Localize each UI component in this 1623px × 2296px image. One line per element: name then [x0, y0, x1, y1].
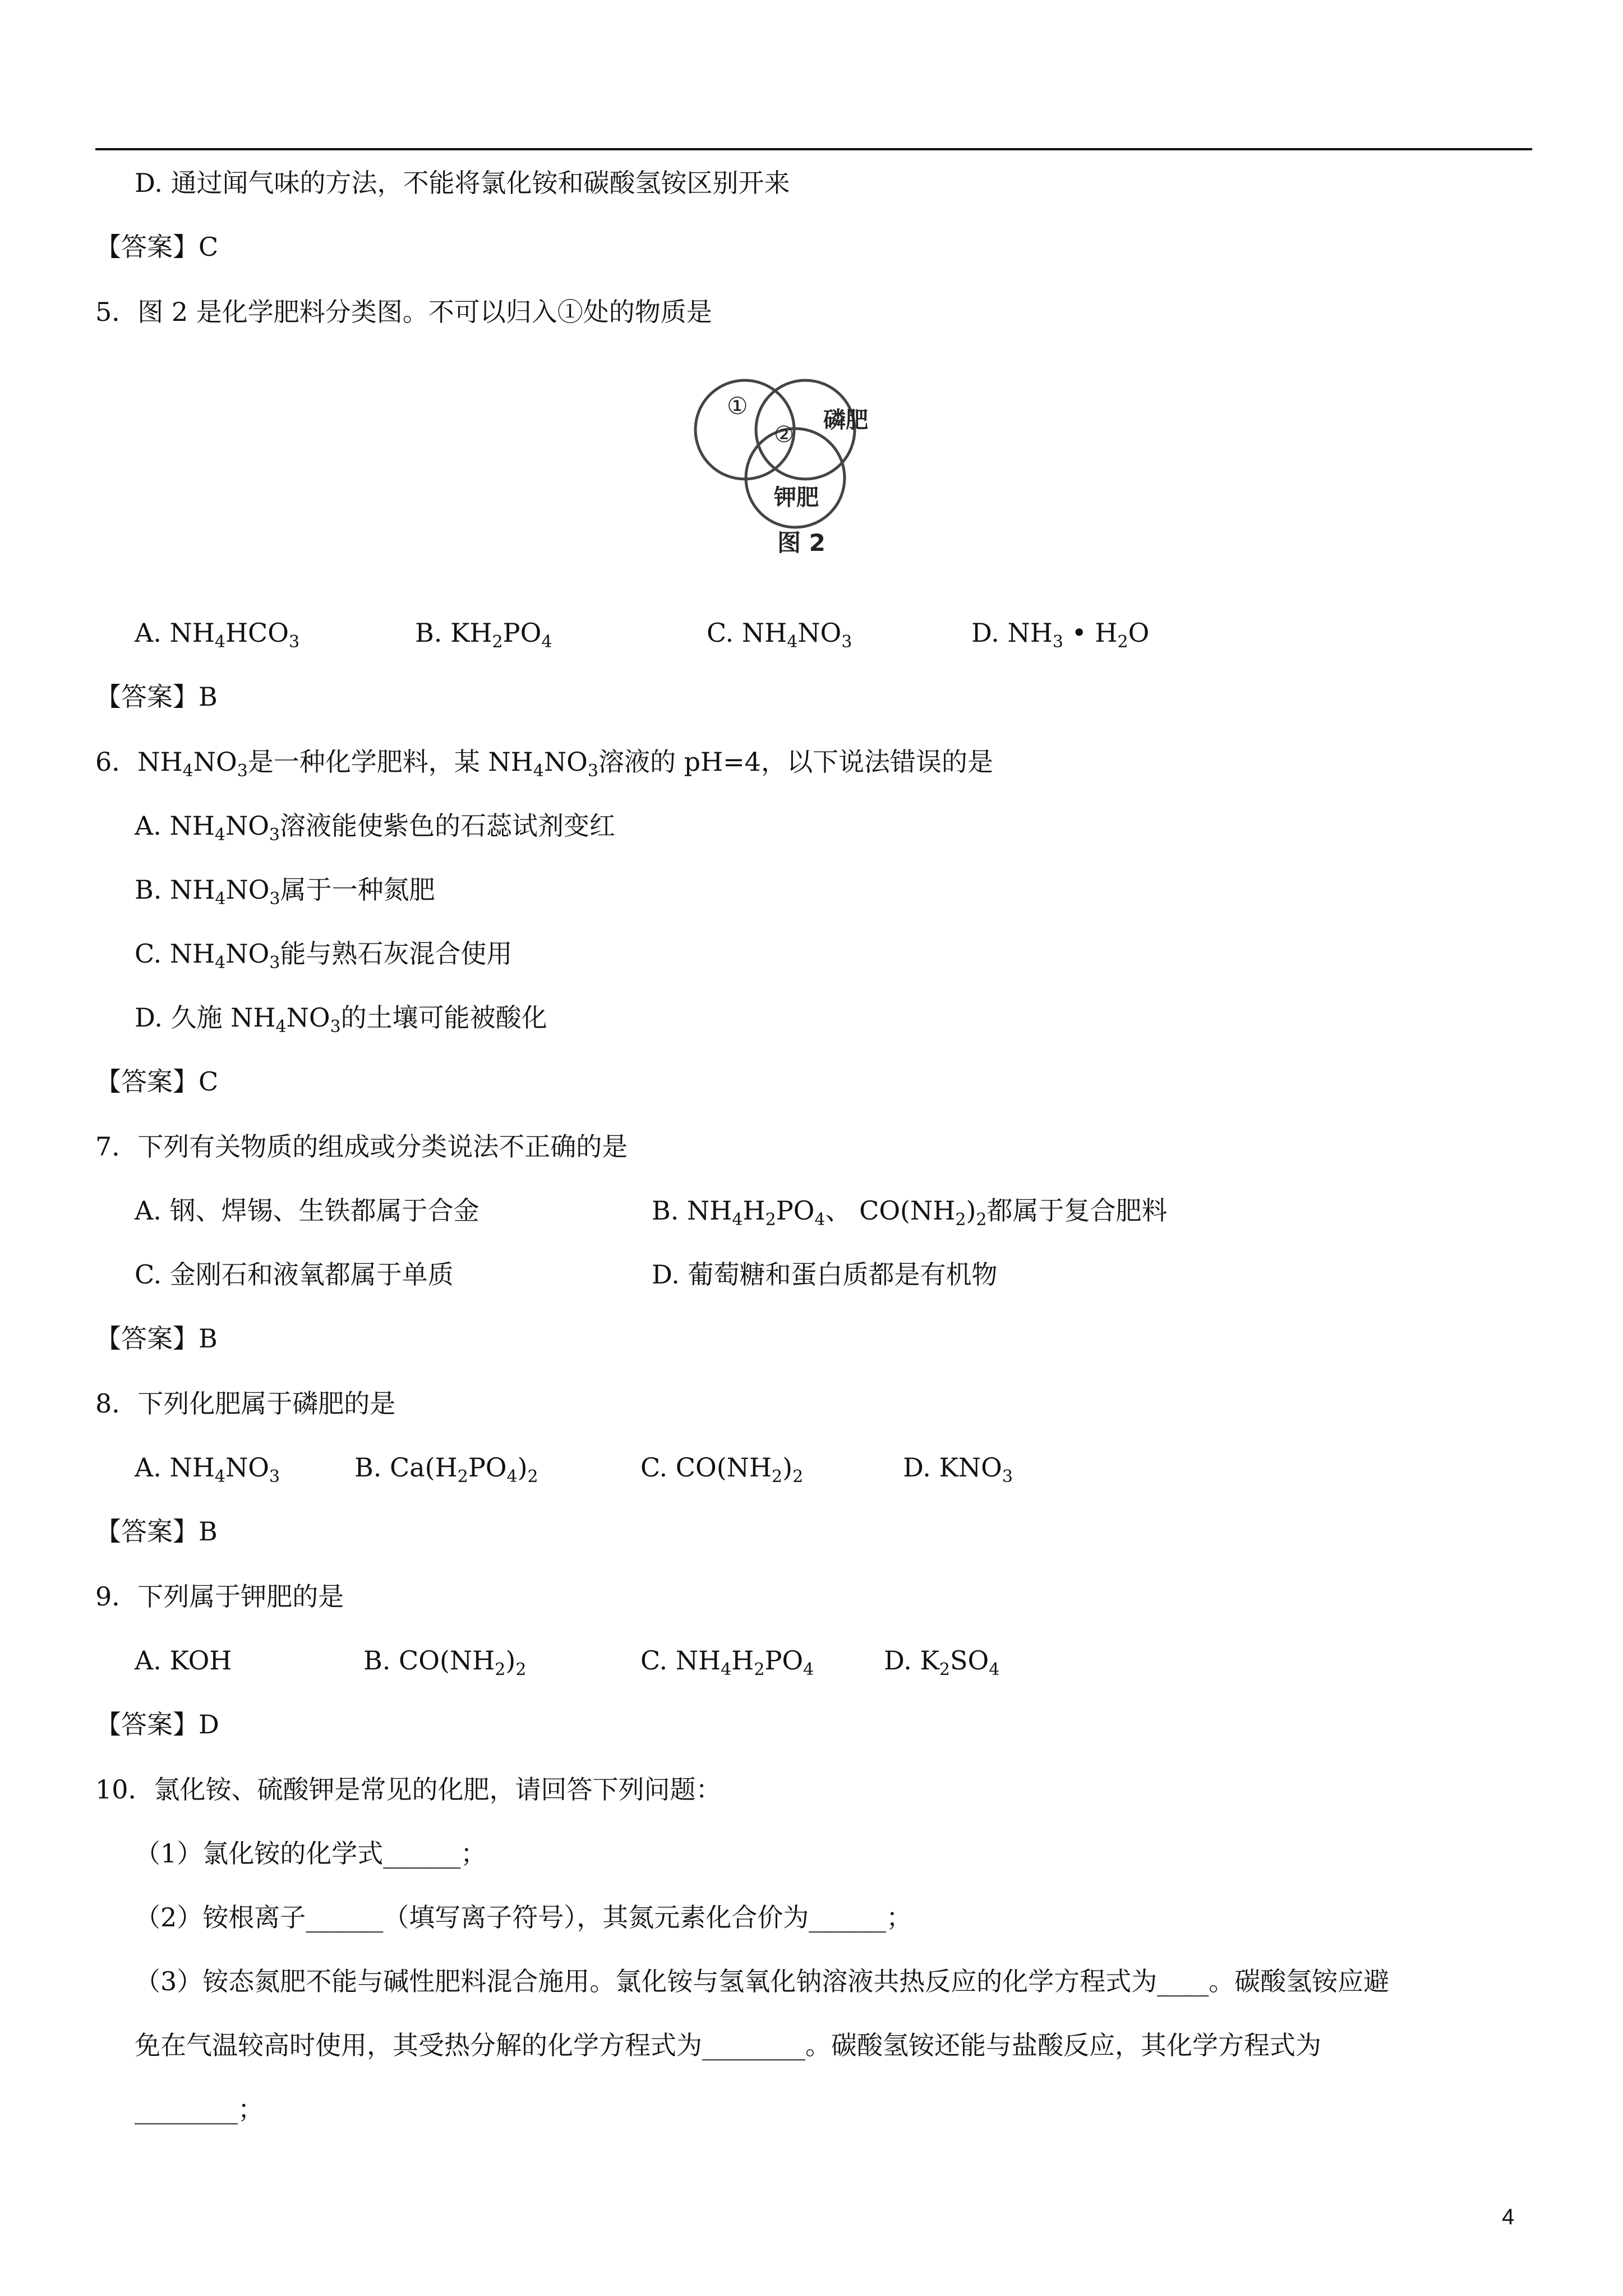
q9-option-c: C. $NH_4H_2PO_4$	[640, 1645, 814, 1680]
q6-option-b: B. $NH_4NO_3$属于一种氮肥	[135, 875, 435, 909]
venn-label-1: ①	[727, 392, 748, 420]
q6-answer: 【答案】C	[95, 1066, 219, 1097]
q5-option-a: A. $NH_4HCO_3$	[135, 618, 300, 652]
q7-stem: 7．下列有关物质的组成或分类说法不正确的是	[95, 1131, 628, 1162]
venn-label-2: ②	[774, 422, 794, 448]
q7-option-c: C. 金刚石和液氧都属于单质	[135, 1259, 454, 1290]
prev-answer: 【答案】C	[95, 232, 219, 262]
q9-answer: 【答案】D	[95, 1709, 219, 1740]
q7-option-b: B. $NH_4H_2PO_4$、 $CO(NH_2)_2$都属于复合肥料	[652, 1195, 1168, 1230]
q7-option-a: A. 钢、焊锡、生铁都属于合金	[135, 1195, 479, 1226]
prev-option-d: D. 通过闻气味的方法，不能将氯化铵和碳酸氢铵区别开来	[135, 168, 790, 198]
q10-stem: 10．氯化铵、硫酸钾是常见的化肥，请回答下列问题：	[95, 1774, 722, 1805]
q7-option-d: D. 葡萄糖和蛋白质都是有机物	[652, 1259, 998, 1290]
q10-sub1: （1）氯化铵的化学式______；	[135, 1838, 487, 1869]
q10-sub3-line3: ________；	[135, 2094, 264, 2124]
q8-option-d: D. $KNO_3$	[903, 1452, 1013, 1487]
page-number: 4	[1502, 2205, 1515, 2229]
q8-option-b: B. $Ca(H_2PO_4)_2$	[354, 1452, 538, 1487]
q7-answer: 【答案】B	[95, 1323, 218, 1354]
fertilizer-venn-diagram	[683, 368, 907, 559]
figure-caption: 图 2	[777, 529, 826, 556]
venn-label-potash: 钾肥	[774, 485, 819, 510]
q8-option-a: A. $NH_4NO_3$	[135, 1452, 280, 1487]
q8-option-c: C. $CO(NH_2)_2$	[640, 1452, 804, 1487]
q5-option-d: D. $NH_3$ • $H_2O$	[971, 618, 1150, 652]
q6-option-c: C. $NH_4NO_3$能与熟石灰混合使用	[135, 938, 513, 973]
q10-sub3-line2: 免在气温较高时使用，其受热分解的化学方程式为________。碳酸氢铵还能与盐酸反应，其化学方程式为	[135, 2030, 1321, 2060]
q9-option-b: B. $CO(NH_2)_2$	[363, 1645, 527, 1680]
q5-option-c: C. $NH_4NO_3$	[707, 618, 852, 652]
q8-answer: 【答案】B	[95, 1516, 218, 1547]
q8-stem: 8．下列化肥属于磷肥的是	[95, 1388, 396, 1419]
q6-option-d: D. 久施 $NH_4NO_3$的土壤可能被酸化	[135, 1002, 547, 1037]
q5-answer: 【答案】B	[95, 682, 218, 712]
q9-stem: 9．下列属于钾肥的是	[95, 1581, 344, 1612]
q9-option-a: A. KOH	[135, 1645, 232, 1676]
q10-sub2: （2）铵根离子______（填写离子符号），其氮元素化合价为______；	[135, 1902, 912, 1932]
q5-option-b: B. $KH_2PO_4$	[415, 618, 552, 652]
q10-sub3-line1: （3）铵态氮肥不能与碱性肥料混合施用。氯化铵与氢氧化钠溶液共热反应的化学方程式为____。碳酸氢铵应避	[135, 1966, 1390, 1996]
q9-option-d: D. $K_2SO_4$	[884, 1645, 1000, 1680]
q6-option-a: A. $NH_4NO_3$溶液能使紫色的石蕊试剂变红	[135, 811, 615, 845]
header-rule	[95, 148, 1532, 150]
venn-label-phosphate: 磷肥	[823, 407, 868, 433]
q5-stem: 5．图 2 是化学肥料分类图。不可以归入①处的物质是	[95, 297, 712, 327]
q6-stem: 6．$NH_4NO_3$是一种化学肥料，某 $NH_4NO_3$溶液的 pH=4，以下说法错误的是	[95, 747, 993, 781]
